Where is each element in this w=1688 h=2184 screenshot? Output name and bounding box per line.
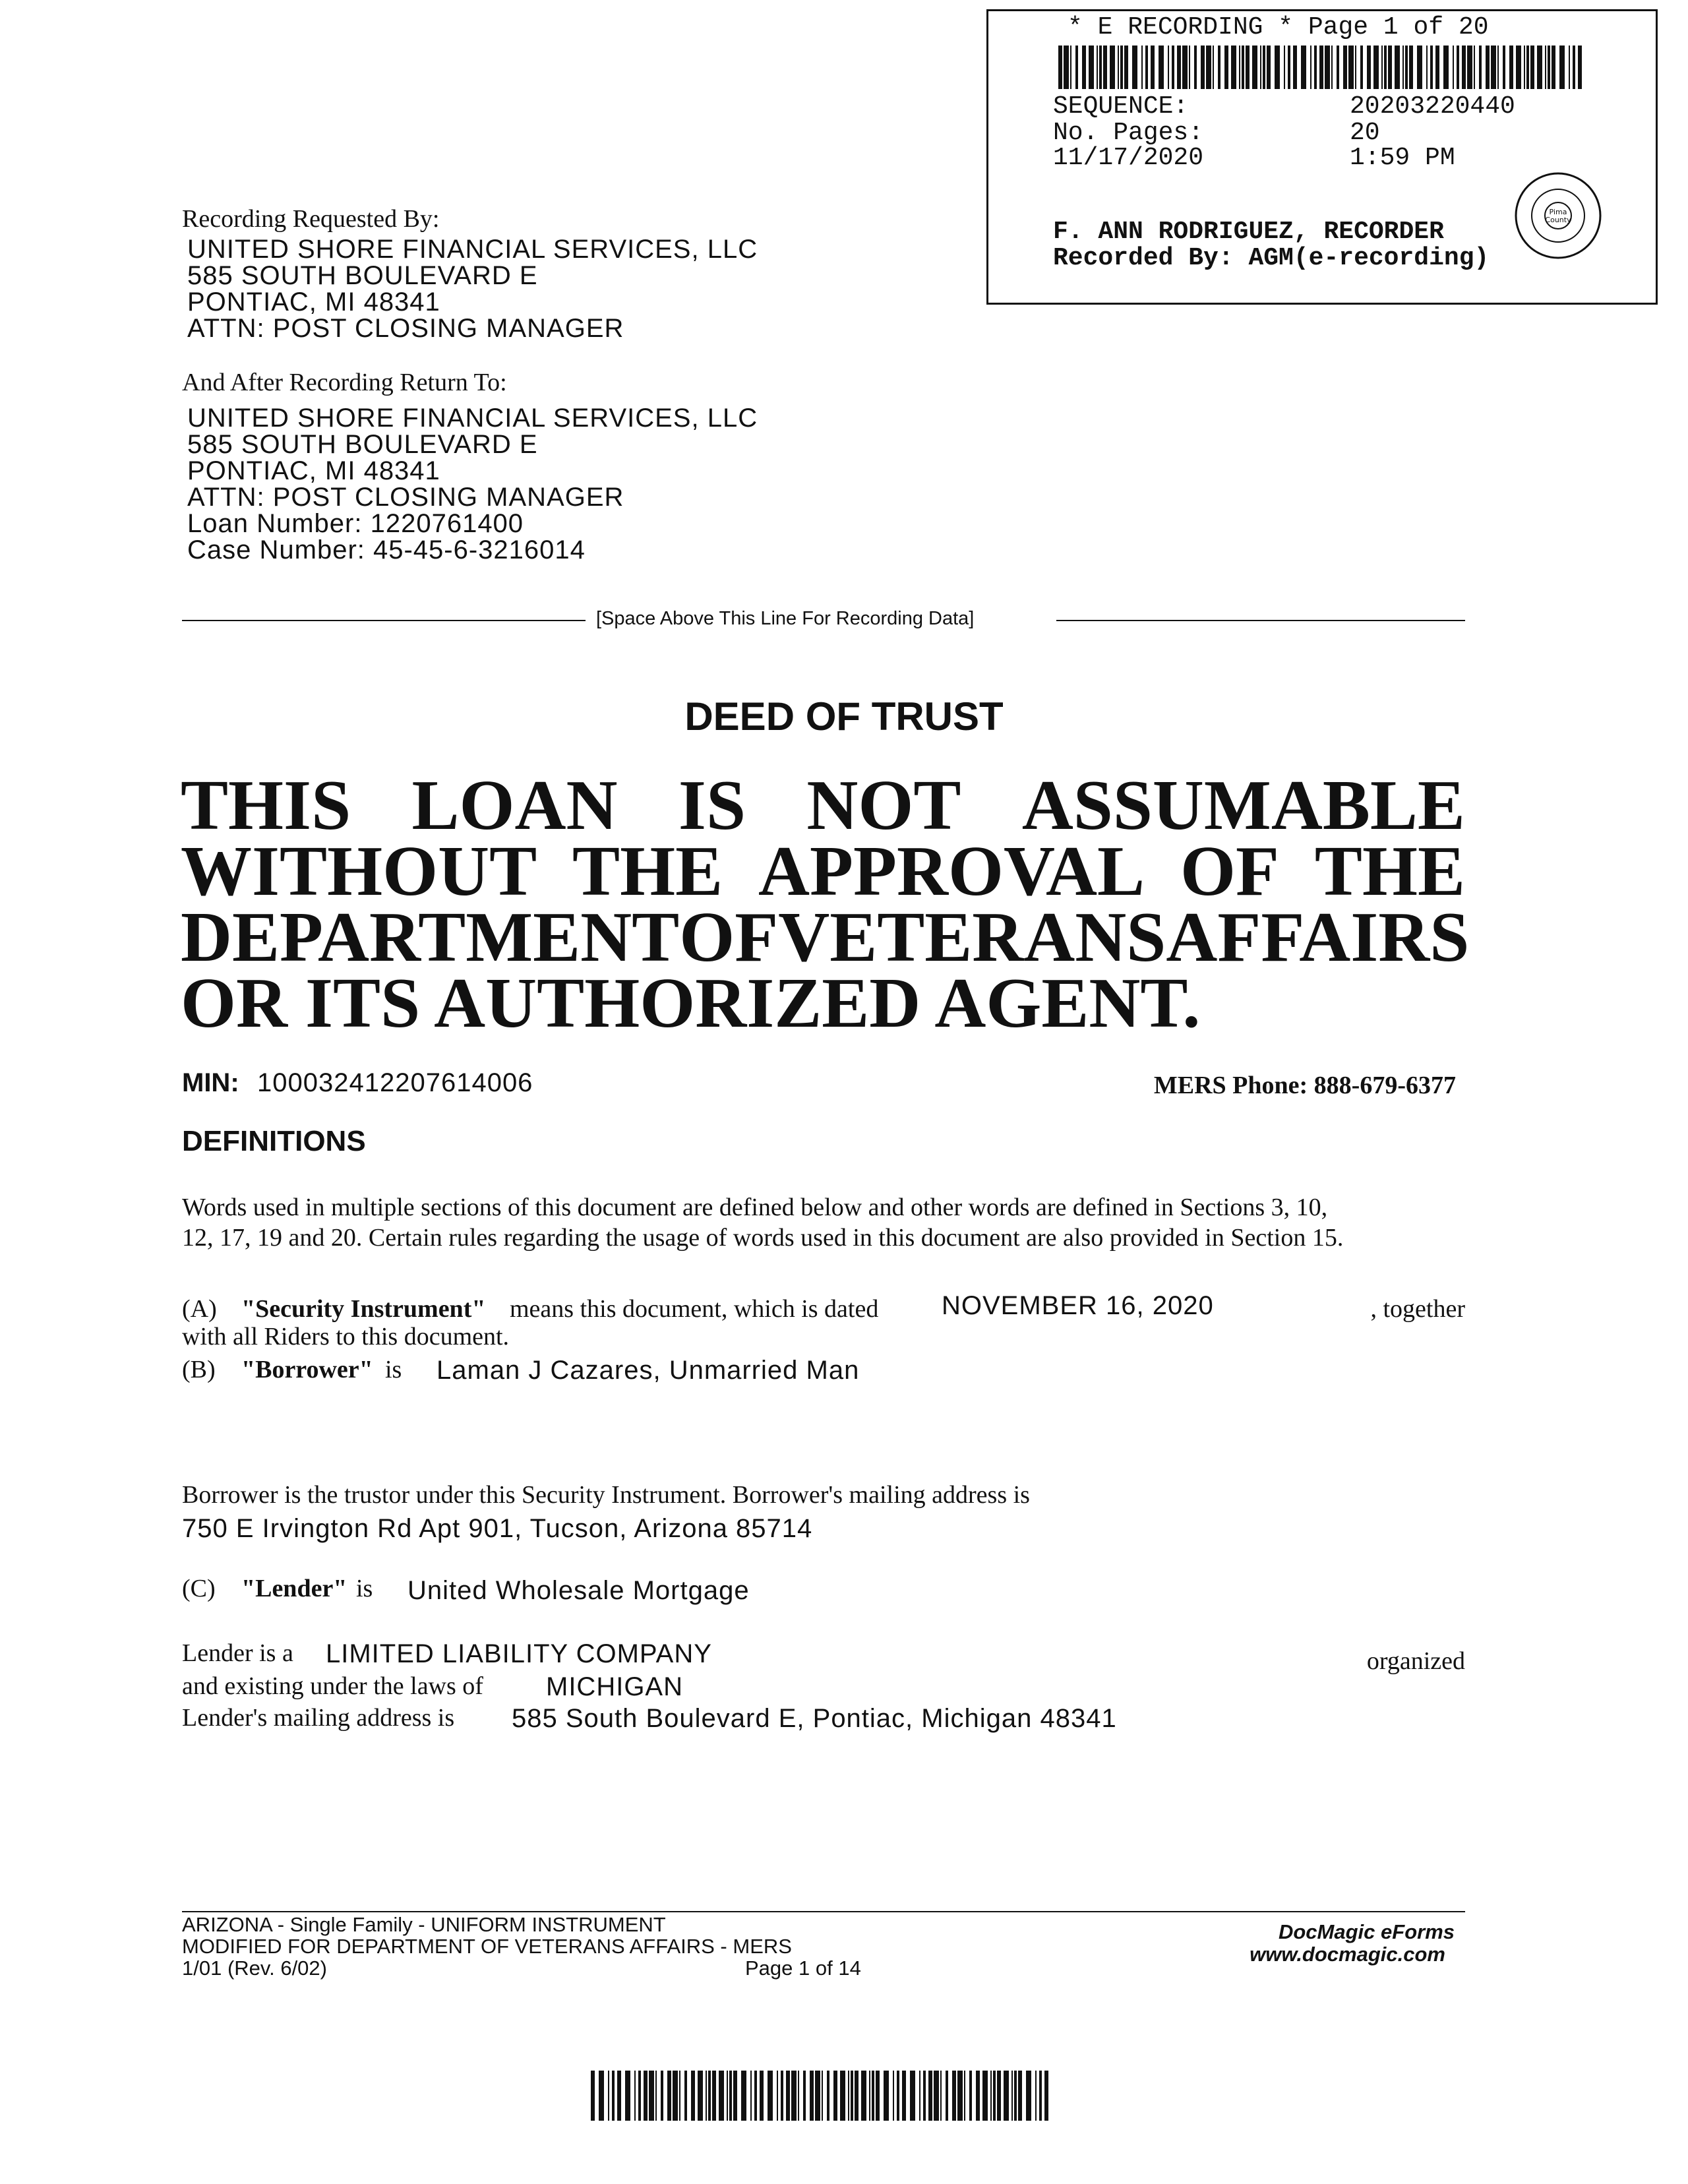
barcode-bar bbox=[1343, 46, 1347, 89]
barcode-bar bbox=[1284, 46, 1285, 89]
barcode-bar bbox=[1331, 46, 1333, 89]
barcode-bar bbox=[1319, 46, 1323, 89]
svg-text:County: County bbox=[1545, 216, 1571, 224]
lender-name: United Wholesale Mortgage bbox=[407, 1576, 750, 1605]
barcode-bar bbox=[833, 2071, 837, 2121]
barcode-bar bbox=[684, 2071, 687, 2121]
barcode-bar bbox=[1058, 46, 1062, 89]
barcode-bar bbox=[1548, 46, 1550, 89]
barcode-bar bbox=[1545, 46, 1546, 89]
barcode-bar bbox=[1172, 46, 1174, 89]
assumable-line-3 bbox=[181, 898, 1470, 977]
barcode-bar bbox=[673, 2071, 678, 2121]
barcode-bar bbox=[754, 2071, 757, 2121]
def-a-term: "Security Instrument" bbox=[241, 1295, 486, 1323]
assumable-line-1 bbox=[181, 766, 1465, 845]
barcode-bar bbox=[661, 2071, 663, 2121]
barcode-bar bbox=[1099, 46, 1102, 89]
return-to-label: And After Recording Return To: bbox=[182, 369, 507, 396]
def-a-text: means this document, which is dated bbox=[510, 1295, 879, 1323]
barcode-bar bbox=[1486, 46, 1490, 89]
barcode-bar bbox=[1260, 46, 1261, 89]
barcode-bar bbox=[1395, 46, 1400, 89]
word: OF bbox=[679, 898, 779, 977]
barcode-bar bbox=[1388, 46, 1392, 89]
def-c-term: "Lender" bbox=[241, 1575, 347, 1602]
barcode-bar bbox=[1530, 46, 1534, 89]
def-a-cont: with all Riders to this document. bbox=[182, 1323, 510, 1350]
min-value: 100032412207614006 bbox=[257, 1068, 533, 1097]
barcode-bar bbox=[1239, 46, 1240, 89]
barcode-bar bbox=[902, 2071, 906, 2121]
stamp-pages-value: 20 bbox=[1350, 119, 1380, 147]
barcode-bar bbox=[934, 2071, 939, 2121]
barcode-bar bbox=[1578, 46, 1582, 89]
barcode-bar bbox=[1089, 46, 1094, 89]
barcode-bar bbox=[1263, 46, 1265, 89]
barcode-bar bbox=[1402, 46, 1404, 89]
footer-page-number: Page 1 of 14 bbox=[745, 1957, 861, 1980]
barcode-bar bbox=[1405, 46, 1408, 89]
stamp-time: 1:59 PM bbox=[1350, 144, 1455, 172]
word: OR ITS AUTHORIZED AGENT. bbox=[181, 964, 1201, 1043]
word: AFFAIRS bbox=[1166, 898, 1470, 977]
recording-stamp bbox=[986, 9, 1658, 305]
barcode-bar bbox=[1231, 46, 1236, 89]
requested-line: ATTN: POST CLOSING MANAGER bbox=[187, 314, 624, 343]
barcode-bar bbox=[827, 2071, 829, 2121]
lender-mail-value: 585 South Boulevard E, Pontiac, Michigan 48341 bbox=[512, 1704, 1117, 1733]
lender-mail-label: Lender's mailing address is bbox=[182, 1704, 455, 1732]
barcode-bar bbox=[1218, 46, 1221, 89]
barcode-bar bbox=[1070, 46, 1071, 89]
organized-text: organized bbox=[1366, 1647, 1465, 1675]
barcode-bar bbox=[1381, 46, 1383, 89]
barcode-bar bbox=[851, 2071, 853, 2121]
barcode-bar bbox=[706, 2071, 707, 2121]
barcode-bar bbox=[910, 2071, 915, 2121]
svg-text:Pima: Pima bbox=[1549, 208, 1567, 216]
barcode-bar bbox=[1526, 46, 1529, 89]
barcode-bar bbox=[750, 2071, 752, 2121]
def-c-letter: (C) bbox=[182, 1575, 216, 1602]
barcode-bar bbox=[1267, 46, 1271, 89]
barcode-bar bbox=[1310, 46, 1311, 89]
barcode-bar bbox=[1426, 46, 1428, 89]
barcode-bar bbox=[876, 2071, 880, 2121]
barcode-bar bbox=[1503, 46, 1505, 89]
barcode-bar bbox=[777, 2071, 778, 2121]
barcode-bar bbox=[1462, 46, 1466, 89]
assumable-line-4 bbox=[181, 964, 1465, 1043]
barcode-bar bbox=[1573, 46, 1575, 89]
barcode-bar bbox=[969, 2071, 972, 2121]
case-number: Case Number: 45-45-6-3216014 bbox=[187, 535, 586, 564]
requested-by-address bbox=[187, 236, 758, 342]
barcode-bar bbox=[1075, 46, 1078, 89]
barcode-bar bbox=[698, 2071, 703, 2121]
barcode-bar bbox=[1491, 46, 1496, 89]
word: THE bbox=[1314, 832, 1465, 911]
barcode-bar bbox=[1275, 46, 1280, 89]
barcode-bar bbox=[1569, 46, 1570, 89]
barcode-bar bbox=[644, 2071, 648, 2121]
barcode-bar bbox=[1360, 46, 1363, 89]
barcode-bar bbox=[1293, 46, 1297, 89]
barcode-bar bbox=[869, 2071, 870, 2121]
word: THIS bbox=[181, 766, 351, 845]
return-to-address bbox=[187, 405, 758, 563]
barcode-bar bbox=[1120, 46, 1123, 89]
barcode-bar bbox=[638, 2071, 641, 2121]
def-a-letter: (A) bbox=[182, 1295, 217, 1323]
barcode-bar bbox=[679, 2071, 680, 2121]
barcode-bar bbox=[1355, 46, 1356, 89]
barcode-bar bbox=[940, 2071, 942, 2121]
word: ASSUMABLE bbox=[1021, 766, 1465, 845]
barcode-bar bbox=[1124, 46, 1128, 89]
barcode-bar bbox=[1132, 46, 1137, 89]
barcode-bar bbox=[741, 2071, 746, 2121]
borrower-trustor-text: Borrower is the trustor under this Security Instrument. Borrower's mailing address is bbox=[182, 1481, 1030, 1509]
barcode-bar bbox=[872, 2071, 874, 2121]
return-line: ATTN: POST CLOSING MANAGER bbox=[187, 483, 624, 512]
barcode-bar bbox=[791, 2071, 797, 2121]
barcode-bar bbox=[1409, 46, 1413, 89]
barcode-bar bbox=[810, 2071, 814, 2121]
barcode-bar bbox=[1014, 2071, 1017, 2121]
barcode-bar bbox=[1159, 46, 1164, 89]
barcode-bar bbox=[822, 2071, 823, 2121]
barcode-bar bbox=[1103, 46, 1107, 89]
divider-left bbox=[182, 620, 586, 621]
existing-under-text: and existing under the laws of bbox=[182, 1672, 483, 1700]
barcode-bar bbox=[798, 2071, 799, 2121]
county-seal-icon bbox=[1512, 169, 1604, 262]
barcode-bar bbox=[1246, 46, 1250, 89]
barcode-bar bbox=[691, 2071, 695, 2121]
barcode-bar bbox=[608, 2071, 609, 2121]
word: IS bbox=[678, 766, 746, 845]
docmagic-url: www.docmagic.com bbox=[1250, 1943, 1445, 1966]
page-barcode bbox=[591, 2071, 1052, 2121]
barcode-bar bbox=[815, 2071, 820, 2121]
barcode-bar bbox=[1288, 46, 1290, 89]
intro-line: Words used in multiple sections of this document are defined below and other words are defined in Sections 3, 10, bbox=[182, 1194, 1328, 1221]
barcode-bar bbox=[1367, 46, 1371, 89]
footer-rule bbox=[182, 1911, 1465, 1912]
stamp-sequence-label: SEQUENCE: bbox=[1053, 92, 1189, 121]
barcode-bar bbox=[719, 2071, 724, 2121]
barcode-bar bbox=[1145, 46, 1148, 89]
barcode-bar bbox=[1004, 2071, 1009, 2121]
def-a-date: NOVEMBER 16, 2020 bbox=[942, 1291, 1214, 1320]
barcode-bar bbox=[786, 2071, 790, 2121]
barcode-bar bbox=[1182, 46, 1188, 89]
stamp-pages-label: No. Pages: bbox=[1053, 119, 1204, 147]
barcode-bar bbox=[655, 2071, 657, 2121]
lender-is-a: Lender is a bbox=[182, 1639, 293, 1667]
footer-line: 1/01 (Rev. 6/02) bbox=[182, 1957, 327, 1980]
barcode-bar bbox=[1559, 46, 1565, 89]
word: DEPARTMENT bbox=[181, 898, 680, 977]
barcode-bar bbox=[982, 2071, 988, 2121]
barcode-bar bbox=[1479, 46, 1482, 89]
barcode-bar bbox=[1524, 46, 1525, 89]
def-b-letter: (B) bbox=[182, 1356, 216, 1383]
def-b-term: "Borrower" bbox=[241, 1356, 373, 1383]
barcode-bar bbox=[1537, 46, 1542, 89]
barcode-bar bbox=[1373, 46, 1379, 89]
requested-by-label: Recording Requested By: bbox=[182, 205, 440, 233]
requested-line: 585 SOUTH BOULEVARD E bbox=[187, 261, 538, 290]
loan-number: Loan Number: 1220761400 bbox=[187, 509, 524, 538]
footer-line: MODIFIED FOR DEPARTMENT OF VETERANS AFFAIRS - MERS bbox=[182, 1935, 792, 1958]
barcode-bar bbox=[1044, 2071, 1048, 2121]
assumable-line-2 bbox=[181, 832, 1465, 911]
barcode-bar bbox=[1151, 46, 1155, 89]
barcode-bar bbox=[727, 2071, 728, 2121]
barcode-bar bbox=[729, 2071, 732, 2121]
barcode-bar bbox=[997, 2071, 1001, 2121]
barcode-bar bbox=[990, 2071, 992, 2121]
barcode-bar bbox=[1443, 46, 1449, 89]
barcode-bar bbox=[855, 2071, 859, 2121]
barcode-bar bbox=[893, 2071, 894, 2121]
barcode-bar bbox=[1509, 46, 1513, 89]
barcode-bar bbox=[884, 2071, 889, 2121]
barcode-bar bbox=[1467, 46, 1472, 89]
barcode-bar bbox=[919, 2071, 920, 2121]
barcode-bar bbox=[612, 2071, 615, 2121]
barcode-bar bbox=[1039, 2071, 1042, 2121]
stamp-recorder: F. ANN RODRIGUEZ, RECORDER bbox=[1053, 218, 1444, 246]
stamp-barcode bbox=[1058, 46, 1586, 89]
barcode-bar bbox=[1384, 46, 1387, 89]
stamp-sequence-value: 20203220440 bbox=[1350, 92, 1515, 121]
barcode-bar bbox=[848, 2071, 849, 2121]
barcode-bar bbox=[1201, 46, 1205, 89]
barcode-bar bbox=[1552, 46, 1555, 89]
divider-right bbox=[1056, 620, 1465, 621]
barcode-bar bbox=[1110, 46, 1115, 89]
barcode-bar bbox=[1118, 46, 1119, 89]
barcode-bar bbox=[1011, 2071, 1013, 2121]
barcode-bar bbox=[625, 2071, 630, 2121]
barcode-bar bbox=[1194, 46, 1197, 89]
barcode-bar bbox=[923, 2071, 926, 2121]
barcode-bar bbox=[1082, 46, 1086, 89]
barcode-bar bbox=[1168, 46, 1169, 89]
document-title: DEED OF TRUST bbox=[684, 694, 1004, 739]
return-line: UNITED SHORE FINANCIAL SERVICES, LLC bbox=[187, 404, 758, 433]
barcode-bar bbox=[897, 2071, 899, 2121]
requested-line: PONTIAC, MI 48341 bbox=[187, 288, 440, 317]
barcode-bar bbox=[1417, 46, 1422, 89]
barcode-bar bbox=[1497, 46, 1499, 89]
barcode-bar bbox=[964, 2071, 965, 2121]
intro-line: 12, 17, 19 and 20. Certain rules regarding the usage of words used in this document are also provided in Section 15. bbox=[182, 1224, 1344, 1252]
stamp-recorded-by: Recorded By: AGM(e-recording) bbox=[1053, 244, 1490, 272]
word: VETERANS bbox=[778, 898, 1166, 977]
barcode-bar bbox=[712, 2071, 716, 2121]
space-above-note: [Space Above This Line For Recording Data] bbox=[596, 608, 975, 629]
barcode-bar bbox=[1516, 46, 1521, 89]
return-line: 585 SOUTH BOULEVARD E bbox=[187, 430, 538, 459]
barcode-bar bbox=[1252, 46, 1257, 89]
def-c-is: is bbox=[356, 1575, 373, 1602]
word: LOAN bbox=[411, 766, 618, 845]
barcode-bar bbox=[976, 2071, 980, 2121]
barcode-bar bbox=[1435, 46, 1439, 89]
def-b-is: is bbox=[385, 1356, 402, 1383]
barcode-bar bbox=[1018, 2071, 1022, 2121]
barcode-bar bbox=[1474, 46, 1475, 89]
barcode-bar bbox=[1177, 46, 1181, 89]
barcode-bar bbox=[840, 2071, 845, 2121]
barcode-bar bbox=[733, 2071, 737, 2121]
barcode-bar bbox=[1314, 46, 1317, 89]
barcode-bar bbox=[946, 2071, 948, 2121]
stamp-date: 11/17/2020 bbox=[1053, 144, 1204, 172]
barcode-bar bbox=[768, 2071, 773, 2121]
barcode-bar bbox=[1224, 46, 1228, 89]
barcode-bar bbox=[1189, 46, 1190, 89]
barcode-bar bbox=[1430, 46, 1433, 89]
barcode-bar bbox=[957, 2071, 963, 2121]
barcode-bar bbox=[708, 2071, 711, 2121]
barcode-bar bbox=[1301, 46, 1306, 89]
word: OF bbox=[1180, 832, 1279, 911]
footer-form-info bbox=[182, 1914, 792, 1979]
barcode-bar bbox=[1097, 46, 1098, 89]
lender-type: LIMITED LIABILITY COMPANY bbox=[326, 1639, 712, 1668]
barcode-bar bbox=[1213, 46, 1214, 89]
barcode-bar bbox=[1453, 46, 1454, 89]
barcode-bar bbox=[1457, 46, 1459, 89]
barcode-bar bbox=[1242, 46, 1244, 89]
barcode-bar bbox=[781, 2071, 783, 2121]
lender-state: MICHIGAN bbox=[546, 1672, 683, 1701]
barcode-bar bbox=[1141, 46, 1143, 89]
min-label: MIN: bbox=[182, 1068, 239, 1097]
barcode-bar bbox=[803, 2071, 806, 2121]
barcode-bar bbox=[1348, 46, 1354, 89]
borrower-address: 750 E Irvington Rd Apt 901, Tucson, Arizona 85714 bbox=[182, 1514, 813, 1543]
barcode-bar bbox=[591, 2071, 595, 2121]
barcode-bar bbox=[928, 2071, 932, 2121]
barcode-bar bbox=[649, 2071, 654, 2121]
barcode-bar bbox=[1035, 2071, 1037, 2121]
requested-line: UNITED SHORE FINANCIAL SERVICES, LLC bbox=[187, 235, 758, 264]
def-a-together: , together bbox=[1370, 1295, 1465, 1323]
barcode-bar bbox=[617, 2071, 621, 2121]
barcode-bar bbox=[760, 2071, 764, 2121]
barcode-bar bbox=[1337, 46, 1339, 89]
word: THE bbox=[572, 832, 723, 911]
word: APPROVAL bbox=[758, 832, 1145, 911]
barcode-bar bbox=[667, 2071, 671, 2121]
word: WITHOUT bbox=[181, 832, 537, 911]
barcode-bar bbox=[861, 2071, 866, 2121]
barcode-bar bbox=[599, 2071, 604, 2121]
barcode-bar bbox=[1206, 46, 1211, 89]
barcode-bar bbox=[952, 2071, 956, 2121]
barcode-bar bbox=[1064, 46, 1069, 89]
mers-phone: MERS Phone: 888-679-6377 bbox=[1153, 1072, 1456, 1099]
borrower-name: Laman J Cazares, Unmarried Man bbox=[437, 1356, 860, 1385]
word: NOT bbox=[806, 766, 961, 845]
barcode-bar bbox=[1325, 46, 1330, 89]
definitions-intro bbox=[182, 1192, 1465, 1253]
definitions-heading: DEFINITIONS bbox=[182, 1125, 366, 1157]
stamp-header: * E RECORDING * Page 1 of 20 bbox=[1068, 13, 1489, 42]
docmagic-logo: DocMagic eForms bbox=[1278, 1920, 1455, 1943]
footer-line: ARIZONA - Single Family - UNIFORM INSTRUMENT bbox=[182, 1913, 666, 1936]
barcode-bar bbox=[634, 2071, 636, 2121]
barcode-bar bbox=[993, 2071, 996, 2121]
return-line: PONTIAC, MI 48341 bbox=[187, 456, 440, 485]
barcode-bar bbox=[1026, 2071, 1031, 2121]
